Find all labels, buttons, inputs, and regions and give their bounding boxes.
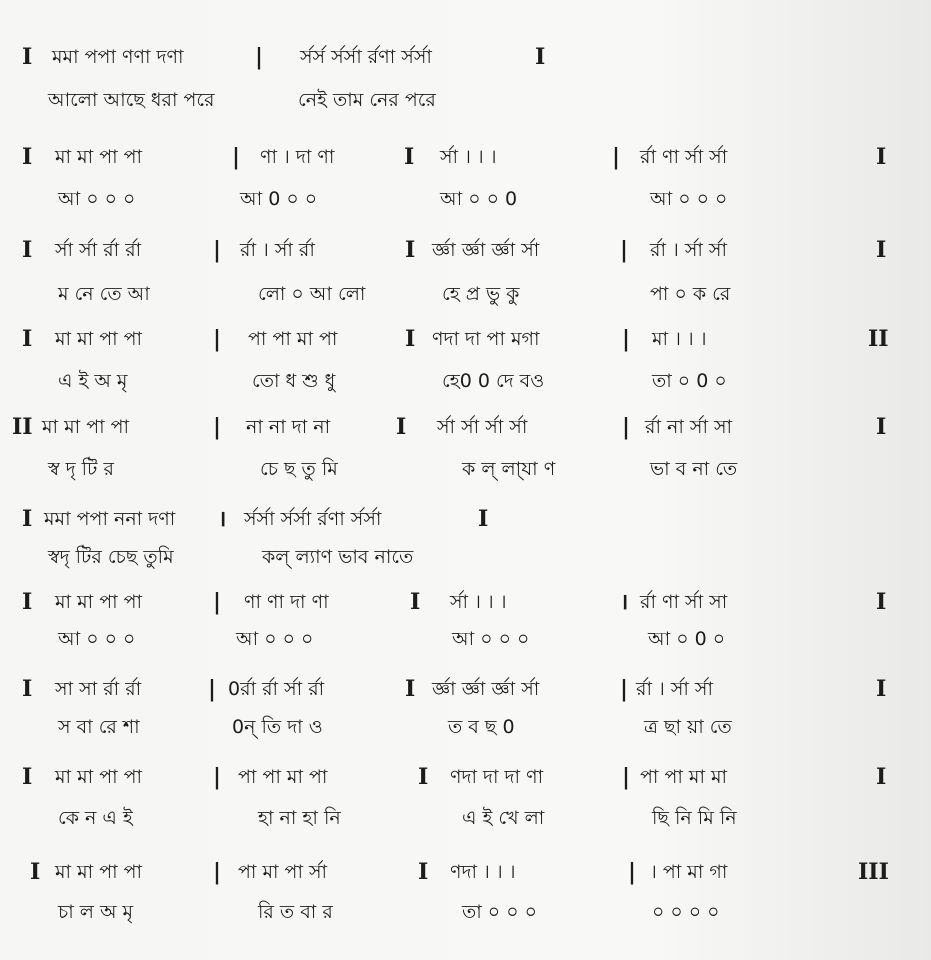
- bar-line: |: [612, 144, 621, 170]
- bar-line: I: [22, 589, 33, 615]
- note-group: মমা পপা ননা দণা: [44, 508, 176, 530]
- lyric-line: [0, 277, 931, 311]
- lyric-group: আ 0 ০ ০: [240, 188, 318, 210]
- note-group: পা মা পা র্সা: [238, 861, 328, 883]
- lyric-group: ত ব ছ 0: [448, 716, 515, 738]
- note-group: র্সা । । ।: [440, 146, 497, 168]
- lyric-line: [0, 182, 931, 216]
- bar-line: ।: [218, 506, 227, 532]
- note-group: মা মা পা পা: [55, 328, 143, 350]
- bar-line: I: [396, 414, 407, 440]
- note-group: ণা । দা ণা: [260, 146, 335, 168]
- note-group: র্জ্ঞা র্জ্ঞা র্জ্ঞা র্সা: [432, 239, 540, 261]
- bar-line: I: [22, 144, 33, 170]
- notation-line: [0, 672, 931, 706]
- bar-line: |: [255, 44, 264, 70]
- lyric-group: কে ন এ ই: [58, 807, 133, 829]
- lyric-group: স্ব দৃ টি র: [48, 458, 114, 480]
- bar-line: ।: [620, 589, 629, 615]
- notation-line: [0, 502, 931, 536]
- lyric-group: ম নে তে আ: [58, 283, 150, 305]
- lyric-group: আ ০ ০ ০: [452, 628, 530, 650]
- bar-line: |: [620, 676, 629, 702]
- lyric-group: আ ০ ০ ০: [58, 188, 136, 210]
- bar-line: I: [22, 237, 33, 263]
- lyric-group: ছি নি মি নি: [652, 807, 737, 829]
- notation-line: [0, 140, 931, 174]
- bar-line: |: [628, 859, 637, 885]
- bar-line: I: [535, 44, 546, 70]
- lyric-group: এ ই খে লা: [462, 807, 545, 829]
- lyric-line: [0, 83, 931, 117]
- bar-line: I: [478, 506, 489, 532]
- lyric-group: রি ত বা র: [258, 901, 333, 923]
- lyric-line: [0, 801, 931, 835]
- note-group: র্সর্স র্সর্সা র্রণা র্সর্সা: [300, 46, 432, 68]
- bar-line: I: [22, 326, 33, 352]
- lyric-group: স বা রে শা: [58, 716, 140, 738]
- notation-line: [0, 585, 931, 619]
- bar-line: |: [213, 859, 222, 885]
- bar-line: |: [232, 144, 241, 170]
- bar-line: I: [876, 764, 887, 790]
- bar-line: I: [22, 506, 33, 532]
- note-group: সা সা র্রা র্রা: [55, 678, 142, 700]
- lyric-line: [0, 622, 931, 656]
- bar-line: I: [876, 144, 887, 170]
- note-group: ণদা । । ।: [450, 861, 516, 883]
- note-group: মা মা পা পা: [55, 591, 143, 613]
- note-group: র্সা । । ।: [450, 591, 507, 613]
- bar-line: I: [410, 589, 421, 615]
- notation-line: [0, 855, 931, 889]
- notation-line: [0, 410, 931, 444]
- lyric-group: নেই তাম নের পরে: [298, 89, 436, 111]
- bar-line: |: [622, 764, 631, 790]
- note-group: 0র্রা র্রা র্সা র্রা: [228, 678, 325, 700]
- note-group: র্রা । র্সা র্সা: [650, 239, 727, 261]
- bar-line: I: [22, 44, 33, 70]
- note-group: মমা পপা ণণা দণা: [52, 46, 184, 68]
- bar-line: |: [213, 237, 222, 263]
- lyric-group: আ ০ ০ ০: [58, 628, 136, 650]
- lyric-group: তো ধ শু ধু: [252, 370, 336, 392]
- notation-line: [0, 40, 931, 74]
- lyric-group: চা ল অ মৃ: [58, 901, 134, 923]
- bar-line: III: [858, 859, 889, 885]
- note-group: মা মা পা পা: [55, 861, 143, 883]
- lyric-group: স্বদৃ টির চেছ তুমি: [48, 546, 174, 568]
- lyric-line: [0, 895, 931, 929]
- bar-line: |: [213, 764, 222, 790]
- lyric-group: কল্ ল্যাণ ভাব নাতে: [262, 546, 414, 568]
- lyric-group: চে ছ তু মি: [260, 458, 338, 480]
- note-group: র্রা । র্সা র্রা: [240, 239, 315, 261]
- note-group: না না দা না: [246, 416, 331, 438]
- note-group: র্জ্ঞা র্জ্ঞা র্জ্ঞা র্সা: [432, 678, 540, 700]
- note-group: পা পা মা পা: [248, 328, 338, 350]
- lyric-group: হে0 0 দে বও: [442, 370, 545, 392]
- bar-line: I: [405, 326, 416, 352]
- note-group: পা পা মা মা: [640, 766, 728, 788]
- lyric-line: [0, 364, 931, 398]
- lyric-group: পা ০ ক রে: [650, 283, 731, 305]
- bar-line: I: [418, 764, 429, 790]
- lyric-group: ভা ব না তে: [650, 458, 738, 480]
- bar-line: I: [876, 237, 887, 263]
- bar-line: |: [213, 326, 222, 352]
- lyric-group: ত্র ছা য়া তে: [644, 716, 732, 738]
- lyric-group: এ ই অ মৃ: [58, 370, 128, 392]
- note-group: মা মা পা পা: [55, 146, 143, 168]
- lyric-group: 0ন্ তি দা ও: [232, 716, 323, 738]
- lyric-group: তা ০ 0 ০: [652, 370, 727, 392]
- bar-line: |: [213, 589, 222, 615]
- bar-line: |: [622, 326, 631, 352]
- lyric-group: আ ০ 0 ০: [648, 628, 726, 650]
- note-group: র্রা ণা র্সা সা: [640, 591, 728, 613]
- note-group: মা মা পা পা: [55, 766, 143, 788]
- notation-line: [0, 322, 931, 356]
- bar-line: I: [876, 414, 887, 440]
- note-group: র্রা ণা র্সা র্সা: [640, 146, 728, 168]
- bar-line: I: [30, 859, 41, 885]
- bar-line: I: [418, 859, 429, 885]
- bar-line: II: [12, 414, 33, 440]
- bar-line: I: [876, 676, 887, 702]
- note-group: র্সর্সা র্সর্সা র্রণা র্সর্সা: [244, 508, 382, 530]
- lyric-line: [0, 540, 931, 574]
- bar-line: I: [22, 676, 33, 702]
- note-group: র্সা র্সা র্সা র্সা: [437, 416, 528, 438]
- bar-line: I: [404, 144, 415, 170]
- bar-line: |: [620, 237, 629, 263]
- bar-line: |: [622, 414, 631, 440]
- note-group: ণদা দা পা মগা: [432, 328, 540, 350]
- lyric-line: [0, 710, 931, 744]
- bar-line: |: [213, 414, 222, 440]
- bar-line: II: [868, 326, 889, 352]
- bar-line: |: [208, 676, 217, 702]
- lyric-line: [0, 452, 931, 486]
- lyric-group: ০ ০ ০ ০: [652, 901, 720, 923]
- note-group: ণা ণা দা ণা: [244, 591, 329, 613]
- bar-line: I: [405, 676, 416, 702]
- note-group: । পা মা গা: [650, 861, 728, 883]
- note-group: র্রা না র্সা সা: [645, 416, 733, 438]
- lyric-group: ক ল্ লা্যা ণ: [462, 458, 556, 480]
- bar-line: I: [22, 764, 33, 790]
- notation-line: [0, 233, 931, 267]
- lyric-group: তা ০ ০ ০: [462, 901, 537, 923]
- note-group: ণদা দা দা ণা: [450, 766, 544, 788]
- note-group: মা মা পা পা: [42, 416, 130, 438]
- lyric-group: আ ০ ০ ০: [236, 628, 314, 650]
- lyric-group: লো ০ আ লো: [258, 283, 366, 305]
- lyric-group: আলো আছে ধরা পরে: [48, 89, 215, 111]
- note-group: মা । । ।: [652, 328, 707, 350]
- note-group: র্রা । র্সা র্সা: [636, 678, 713, 700]
- bar-line: I: [405, 237, 416, 263]
- notation-line: [0, 760, 931, 794]
- lyric-group: হা না হা নি: [258, 807, 341, 829]
- note-group: র্সা র্সা র্রা র্রা: [55, 239, 142, 261]
- lyric-group: আ ০ ০ ০: [650, 188, 728, 210]
- note-group: পা পা মা পা: [238, 766, 328, 788]
- lyric-group: আ ০ ০ 0: [440, 188, 518, 210]
- bar-line: I: [876, 589, 887, 615]
- lyric-group: হে প্র ভু কু: [442, 283, 520, 305]
